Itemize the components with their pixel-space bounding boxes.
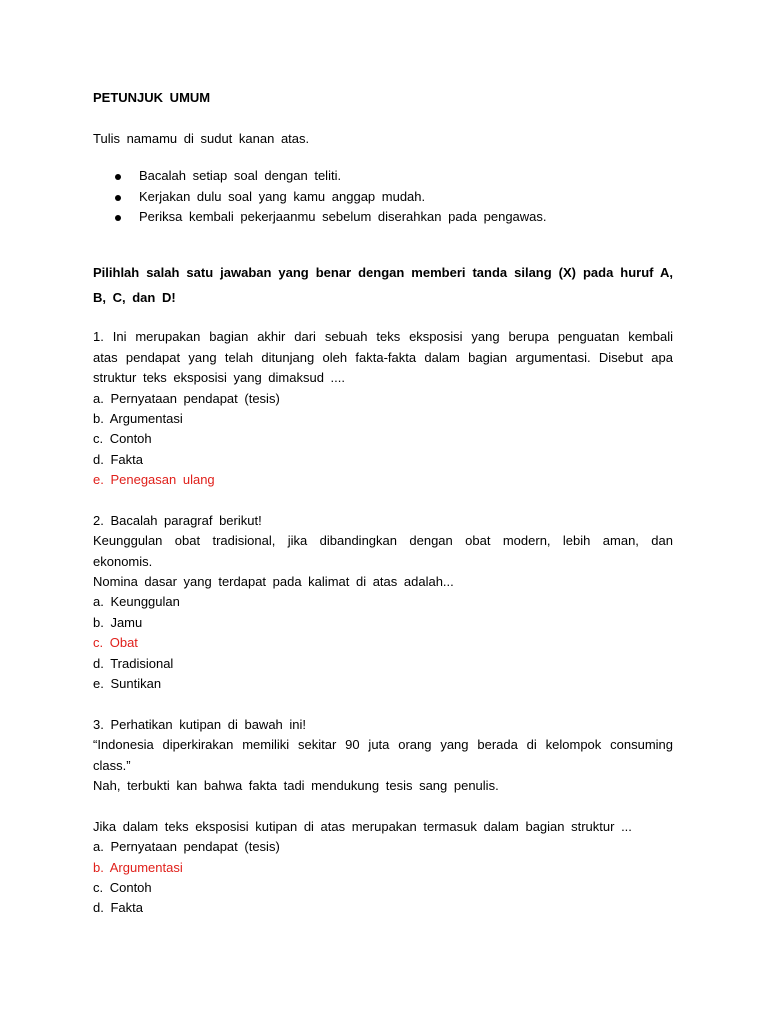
option-c: c. Contoh	[93, 879, 152, 895]
instruction-text: Pilihlah salah satu jawaban yang benar dengan memberi tanda silang (X) pada huruf A, B, C, dan D!	[93, 265, 673, 305]
option-d: d. Fakta	[93, 900, 143, 916]
bullet-item	[93, 166, 673, 186]
option-d: d. Tradisional	[93, 655, 174, 671]
spacer	[93, 108, 673, 128]
bullet-item	[93, 207, 673, 227]
option-e-answer: e. Penegasan ulang	[93, 472, 215, 488]
bullet-text: Periksa kembali pekerjaanmu sebelum diserahkan pada pengawas.	[139, 208, 547, 224]
question-line: 3. Perhatikan kutipan di bawah ini!	[93, 716, 307, 732]
question-line: struktur teks eksposisi yang dimaksud ....	[93, 370, 345, 386]
document-page	[93, 88, 673, 919]
question-prompt: Jika dalam teks eksposisi kutipan di atas merupakan termasuk dalam bagian struktur ...	[93, 818, 632, 834]
option-b: b. Argumentasi	[93, 410, 183, 426]
question-1	[93, 327, 673, 490]
question-line: ekonomis.	[93, 553, 153, 569]
question-line: “Indonesia diperkirakan memiliki sekitar 90 juta orang yang berada di kelompok consuming	[93, 737, 673, 753]
spacer	[93, 694, 673, 714]
option-a: a. Pernyataan pendapat (tesis)	[93, 390, 280, 406]
bullet-icon	[115, 195, 121, 201]
option-c: c. Contoh	[93, 431, 152, 447]
question-line: 1. Ini merupakan bagian akhir dari sebuah teks eksposisi yang berupa penguatan kembali	[93, 329, 673, 345]
spacer	[93, 796, 673, 816]
question-2	[93, 511, 673, 695]
question-line: atas pendapat yang telah ditunjang oleh fakta-fakta dalam bagian argumentasi. Disebut apa	[93, 349, 673, 365]
option-b: b. Jamu	[93, 614, 143, 630]
bullet-icon	[115, 174, 121, 180]
spacer	[93, 490, 673, 510]
option-a: a. Keunggulan	[93, 594, 180, 610]
option-e: e. Suntikan	[93, 675, 162, 691]
page-title: PETUNJUK UMUM	[93, 90, 211, 105]
question-line: Keunggulan obat tradisional, jika dibandingkan dengan obat modern, lebih aman, dan	[93, 533, 673, 549]
question-line: Nah, terbukti kan bahwa fakta tadi mendukung tesis sang penulis.	[93, 777, 499, 793]
bullet-list	[93, 166, 673, 227]
spacer	[93, 149, 673, 166]
option-b-answer: b. Argumentasi	[93, 859, 183, 875]
question-line: Nomina dasar yang terdapat pada kalimat di atas adalah...	[93, 574, 454, 590]
intro-text: Tulis namamu di sudut kanan atas.	[93, 130, 310, 146]
spacer	[93, 227, 673, 261]
option-a: a. Pernyataan pendapat (tesis)	[93, 839, 280, 855]
option-d: d. Fakta	[93, 451, 143, 467]
spacer	[93, 310, 673, 327]
bullet-item	[93, 187, 673, 207]
question-3	[93, 715, 673, 919]
question-line: 2. Bacalah paragraf berikut!	[93, 512, 262, 528]
option-c-answer: c. Obat	[93, 635, 138, 651]
bullet-text: Kerjakan dulu soal yang kamu anggap mudah.	[139, 188, 426, 204]
bullet-icon	[115, 215, 121, 221]
question-line: class.”	[93, 757, 131, 773]
bullet-text: Bacalah setiap soal dengan teliti.	[139, 168, 342, 184]
